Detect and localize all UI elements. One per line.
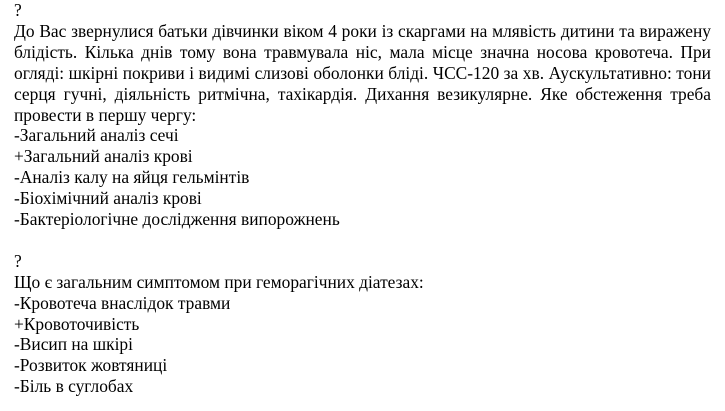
answer-option: -Біохімічний аналіз крові xyxy=(14,188,202,209)
answer-options xyxy=(14,293,711,398)
answer-option: -Висип на шкірі xyxy=(14,334,133,355)
question-block-1 xyxy=(14,0,711,230)
question-marker: ? xyxy=(14,0,22,20)
question-marker: ? xyxy=(14,250,22,271)
answer-option: -Загальний аналіз сечі xyxy=(14,125,179,146)
answer-option-correct: +Загальний аналіз крові xyxy=(14,146,193,167)
answer-option: -Кровотеча внаслідок травми xyxy=(14,292,231,313)
answer-option: -Аналіз калу на яйця гельмінтів xyxy=(14,167,250,188)
blank-line xyxy=(14,230,711,251)
question-block-2 xyxy=(14,251,711,397)
answer-option: -Біль в суглобах xyxy=(14,376,134,397)
question-text: До Вас звернулися батьки дівчинки віком 4 роки із скаргами на млявість дитини та виражену блідість. Кілька днів тому вона травмувала ніс, мала місце значна носова кровотеча. При огляді: шкірні покриви і видимі слизові оболонки бліді. ЧСС-120 за хв. Аускультативно: тони серця гучні, діяльність ритмічна, тахікардія. Дихання везикулярне. Яке обстеження треба провести в першу чергу: xyxy=(14,20,711,125)
document-page xyxy=(14,0,711,397)
question-text: Що є загальним симптомом при геморагічних діатезах: xyxy=(14,271,424,292)
answer-options xyxy=(14,125,711,230)
answer-option-correct: +Кровоточивість xyxy=(14,313,140,334)
answer-option: -Розвиток жовтяниці xyxy=(14,355,168,376)
answer-option: -Бактеріологічне дослідження випорожнень xyxy=(14,209,340,230)
